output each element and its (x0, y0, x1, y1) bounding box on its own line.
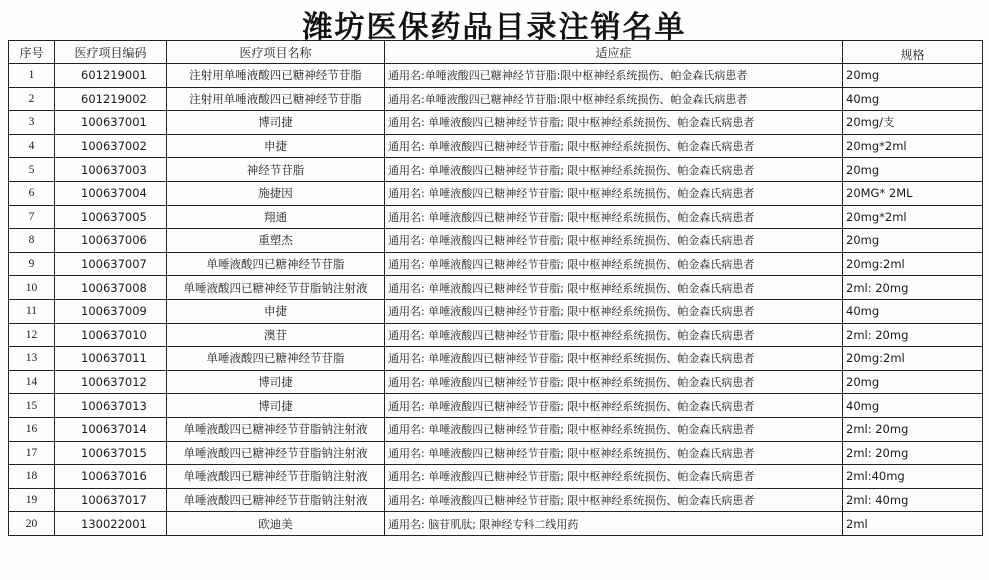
row-spec: 2ml: 40mg (843, 488, 983, 512)
row-name: 单唾液酸四已糖神经节苷脂 (167, 347, 385, 371)
row-name: 单唾液酸四已糖神经节苷脂 (167, 252, 385, 276)
row-spec: 20mg (843, 158, 983, 182)
table-row (9, 299, 983, 323)
row-seq: 5 (9, 158, 55, 182)
row-seq: 16 (9, 417, 55, 441)
row-indication: 通用名: 单唾液酸四已糖神经节苷脂; 限中枢神经系统损伤、帕金森氏病患者 (385, 229, 843, 253)
row-indication: 通用名: 单唾液酸四已糖神经节苷脂; 限中枢神经系统损伤、帕金森氏病患者 (385, 488, 843, 512)
row-seq: 15 (9, 394, 55, 418)
row-code: 100637017 (55, 488, 167, 512)
row-spec: 20mg (843, 64, 983, 88)
row-name: 单唾液酸四已糖神经节苷脂钠注射液 (167, 488, 385, 512)
row-name: 博司捷 (167, 111, 385, 135)
row-code: 100637008 (55, 276, 167, 300)
row-name: 注射用单唾液酸四已糖神经节苷脂 (167, 64, 385, 88)
row-spec: 20mg (843, 229, 983, 253)
row-code: 100637002 (55, 134, 167, 158)
row-spec: 40mg (843, 87, 983, 111)
row-seq: 1 (9, 64, 55, 88)
row-spec: 20mg:2ml (843, 347, 983, 371)
row-indication: 通用名: 单唾液酸四已糖神经节苷脂; 限中枢神经系统损伤、帕金森氏病患者 (385, 347, 843, 371)
table-header-row (9, 41, 983, 64)
row-spec: 2ml: 20mg (843, 417, 983, 441)
row-code: 130022001 (55, 512, 167, 536)
row-spec: 20mg*2ml (843, 205, 983, 229)
row-code: 100637014 (55, 417, 167, 441)
row-spec: 20mg*2ml (843, 134, 983, 158)
row-code: 100637013 (55, 394, 167, 418)
row-name: 申捷 (167, 299, 385, 323)
table-row (9, 441, 983, 465)
row-seq: 19 (9, 488, 55, 512)
table-row (9, 417, 983, 441)
row-spec: 2ml: 20mg (843, 441, 983, 465)
row-code: 601219002 (55, 87, 167, 111)
table-body (9, 64, 983, 536)
row-code: 100637015 (55, 441, 167, 465)
table-row (9, 252, 983, 276)
row-indication: 通用名: 单唾液酸四已糖神经节苷脂; 限中枢神经系统损伤、帕金森氏病患者 (385, 323, 843, 347)
row-indication: 通用名: 单唾液酸四已糖神经节苷脂; 限中枢神经系统损伤、帕金森氏病患者 (385, 417, 843, 441)
table-row (9, 276, 983, 300)
row-name: 欧迪美 (167, 512, 385, 536)
header-seq: 序号 (9, 41, 55, 64)
row-code: 100637006 (55, 229, 167, 253)
row-indication: 通用名: 单唾液酸四已糖神经节苷脂; 限中枢神经系统损伤、帕金森氏病患者 (385, 370, 843, 394)
row-indication: 通用名: 脑苷肌肽; 限神经专科二线用药 (385, 512, 843, 536)
row-code: 100637005 (55, 205, 167, 229)
table-row (9, 87, 983, 111)
row-code: 100637011 (55, 347, 167, 371)
page-title: 潍坊医保药品目录注销名单 (302, 10, 687, 45)
row-spec: 40mg (843, 394, 983, 418)
row-indication: 通用名: 单唾液酸四已糖神经节苷脂; 限中枢神经系统损伤、帕金森氏病患者 (385, 276, 843, 300)
drug-deregistration-table (8, 40, 983, 536)
row-spec: 2ml: 20mg (843, 276, 983, 300)
row-spec: 2ml: 20mg (843, 323, 983, 347)
table-row (9, 158, 983, 182)
row-seq: 12 (9, 323, 55, 347)
row-seq: 14 (9, 370, 55, 394)
row-code: 100637009 (55, 299, 167, 323)
row-spec: 20mg/支 (843, 111, 983, 135)
row-code: 100637003 (55, 158, 167, 182)
row-seq: 10 (9, 276, 55, 300)
table-row (9, 134, 983, 158)
row-indication: 通用名:单唾液酸四已糖神经节苷脂:限中枢神经系统损伤、帕金森氏病患者 (385, 64, 843, 88)
row-seq: 17 (9, 441, 55, 465)
row-seq: 9 (9, 252, 55, 276)
row-seq: 11 (9, 299, 55, 323)
row-name: 翔通 (167, 205, 385, 229)
row-code: 100637001 (55, 111, 167, 135)
row-spec: 2ml (843, 512, 983, 536)
header-code: 医疗项目编码 (55, 41, 167, 64)
row-name: 注射用单唾液酸四已糖神经节苷脂 (167, 87, 385, 111)
row-indication: 通用名: 单唾液酸四已糖神经节苷脂; 限中枢神经系统损伤、帕金森氏病患者 (385, 252, 843, 276)
row-name: 单唾液酸四已糖神经节苷脂钠注射液 (167, 465, 385, 489)
table-row (9, 64, 983, 88)
row-seq: 4 (9, 134, 55, 158)
row-spec: 2ml:40mg (843, 465, 983, 489)
row-code: 100637012 (55, 370, 167, 394)
row-indication: 通用名:单唾液酸四已糖神经节苷脂:限中枢神经系统损伤、帕金森氏病患者 (385, 87, 843, 111)
row-seq: 13 (9, 347, 55, 371)
row-name: 澳苷 (167, 323, 385, 347)
header-name: 医疗项目名称 (167, 41, 385, 64)
row-seq: 8 (9, 229, 55, 253)
row-name: 单唾液酸四已糖神经节苷脂钠注射液 (167, 276, 385, 300)
header-indication: 适应症 (385, 41, 843, 64)
row-code: 100637016 (55, 465, 167, 489)
row-name: 博司捷 (167, 370, 385, 394)
row-code: 100637007 (55, 252, 167, 276)
row-name: 博司捷 (167, 394, 385, 418)
row-indication: 通用名: 单唾液酸四已糖神经节苷脂; 限中枢神经系统损伤、帕金森氏病患者 (385, 158, 843, 182)
row-indication: 通用名: 单唾液酸四已糖神经节苷脂; 限中枢神经系统损伤、帕金森氏病患者 (385, 465, 843, 489)
row-name: 申捷 (167, 134, 385, 158)
row-name: 施捷因 (167, 181, 385, 205)
row-seq: 2 (9, 87, 55, 111)
table-row (9, 465, 983, 489)
row-spec: 40mg (843, 299, 983, 323)
row-name: 神经节苷脂 (167, 158, 385, 182)
row-spec: 20mg:2ml (843, 252, 983, 276)
row-indication: 通用名: 单唾液酸四已糖神经节苷脂; 限中枢神经系统损伤、帕金森氏病患者 (385, 394, 843, 418)
table-row (9, 229, 983, 253)
row-name: 单唾液酸四已糖神经节苷脂钠注射液 (167, 417, 385, 441)
table-row (9, 512, 983, 536)
table-row (9, 488, 983, 512)
table-row (9, 370, 983, 394)
row-name: 重塑杰 (167, 229, 385, 253)
row-code: 100637004 (55, 181, 167, 205)
table-row (9, 181, 983, 205)
row-name: 单唾液酸四已糖神经节苷脂钠注射液 (167, 441, 385, 465)
table-row (9, 394, 983, 418)
row-code: 601219001 (55, 64, 167, 88)
row-seq: 7 (9, 205, 55, 229)
table-row (9, 111, 983, 135)
row-code: 100637010 (55, 323, 167, 347)
row-spec: 20MG* 2ML (843, 181, 983, 205)
row-seq: 18 (9, 465, 55, 489)
table-row (9, 347, 983, 371)
row-seq: 3 (9, 111, 55, 135)
table-row (9, 323, 983, 347)
row-seq: 6 (9, 181, 55, 205)
row-indication: 通用名: 单唾液酸四已糖神经节苷脂; 限中枢神经系统损伤、帕金森氏病患者 (385, 441, 843, 465)
row-indication: 通用名: 单唾液酸四已糖神经节苷脂; 限中枢神经系统损伤、帕金森氏病患者 (385, 205, 843, 229)
row-indication: 通用名: 单唾液酸四已糖神经节苷脂; 限中枢神经系统损伤、帕金森氏病患者 (385, 134, 843, 158)
header-spec: 规格 (843, 41, 983, 64)
row-spec: 20mg (843, 370, 983, 394)
row-indication: 通用名: 单唾液酸四已糖神经节苷脂; 限中枢神经系统损伤、帕金森氏病患者 (385, 299, 843, 323)
table-row (9, 205, 983, 229)
row-seq: 20 (9, 512, 55, 536)
row-indication: 通用名: 单唾液酸四已糖神经节苷脂; 限中枢神经系统损伤、帕金森氏病患者 (385, 111, 843, 135)
row-indication: 通用名: 单唾液酸四已糖神经节苷脂; 限中枢神经系统损伤、帕金森氏病患者 (385, 181, 843, 205)
